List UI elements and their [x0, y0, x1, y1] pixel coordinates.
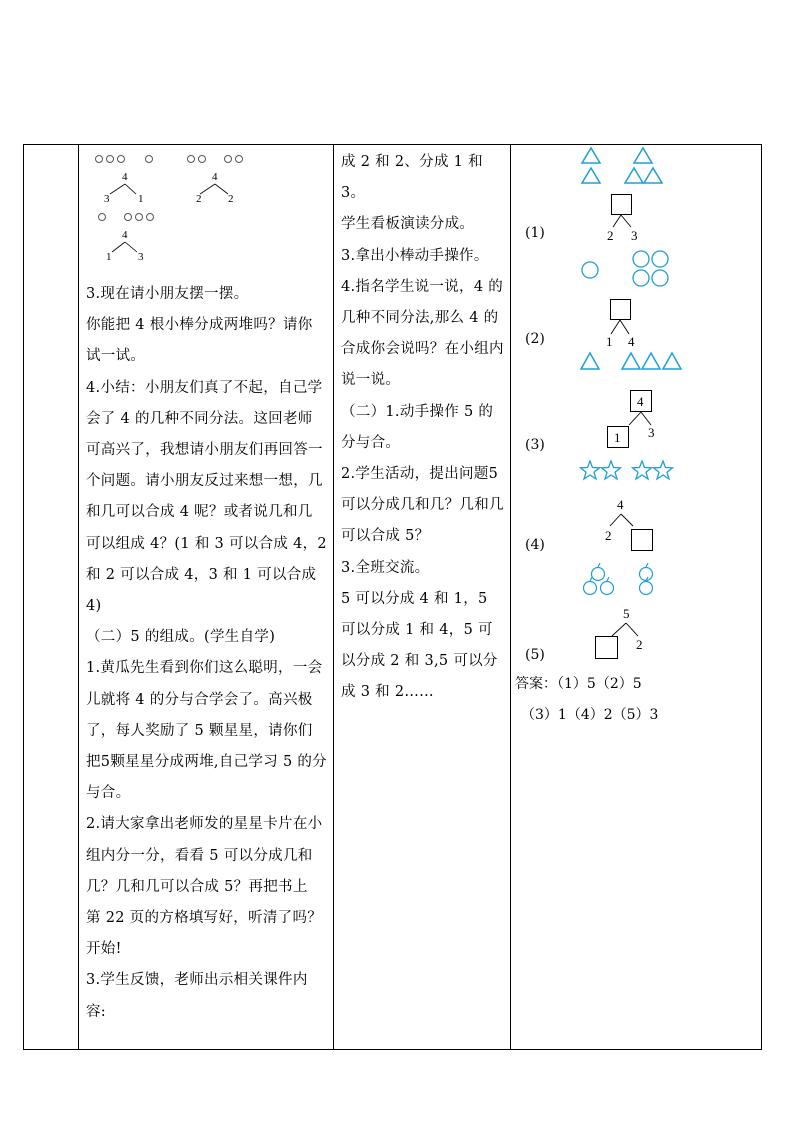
group3-right: 3 — [138, 251, 144, 263]
paragraph: 4.指名学生说一说，4 的几种不同分法,那么 4 的合成你会说吗？在小组内说一说。 — [341, 278, 504, 389]
paragraph: 5 可以分成 4 和 1，5 可以分成 1 和 4，5 可以分成 2 和 3,5 可以分成 3 和 2…… — [341, 590, 498, 701]
paragraph: 1.黄瓜先生看到你们这么聪明，一会儿就将 4 的分与合学会了。高兴极了，每人奖励了 5 颗星星，请你们把5颗星星分成两堆,自己学习 5 的分与合。 — [86, 660, 327, 802]
paragraph: （二）5 的组成。(学生自学) — [86, 629, 276, 646]
paragraph: 成 2 和 2、分成 1 和 3。 — [341, 154, 483, 202]
paragraph: 2.学生活动，提出问题5可以分成几和几？几和几可以合成 5？ — [341, 466, 504, 545]
part-number: 2 — [605, 528, 612, 543]
answer-box[interactable] — [595, 636, 618, 659]
exercise-label: (1) — [525, 225, 545, 241]
exercise-label: (5) — [525, 647, 545, 663]
part-number: 4 — [628, 334, 635, 349]
exercise-label: (2) — [525, 331, 545, 347]
group1-right: 1 — [138, 193, 144, 205]
exercise-label: (3) — [525, 437, 545, 453]
exercise-label: (4) — [525, 537, 545, 553]
exercise-column — [511, 145, 762, 1049]
part-number: 3 — [648, 425, 655, 440]
group3-left: 1 — [106, 251, 112, 263]
group1-top: 4 — [122, 171, 128, 183]
teacher-activity-column — [79, 145, 333, 1049]
group2-right: 2 — [228, 193, 234, 205]
answer-line: （3）1（4）2（5）3 — [521, 707, 659, 723]
paragraph: 学生看板演读分成。 — [341, 216, 475, 233]
paragraph: （二）1.动手操作 5 的分与合。 — [341, 403, 494, 451]
paragraph: 你能把 4 根小棒分成两堆吗？请你试一试。 — [86, 317, 313, 365]
paragraph: 2.请大家拿出老师发的星星卡片在小组内分一分，看看 5 可以分成几和几？几和几可以合成 5？再把书上 — [86, 816, 323, 895]
group1-left: 3 — [104, 193, 110, 205]
part-number: 1 — [614, 430, 621, 445]
paragraph: 3.现在请小朋友摆一摆。 — [86, 286, 249, 302]
lesson-table — [23, 144, 762, 1050]
part-number: 5 — [623, 606, 630, 621]
part-number: 4 — [637, 394, 644, 409]
answer-line: 答案：（1）5（2）5 — [515, 676, 642, 692]
split-4-figure — [86, 147, 327, 279]
part-number: 4 — [617, 497, 624, 512]
group2-left: 2 — [196, 193, 202, 205]
paragraph: 3.学生反馈，老师出示相关课件内容: — [86, 972, 308, 1020]
part-number: 1 — [606, 334, 613, 349]
student-activity-column — [334, 145, 510, 1049]
paragraph: 4.小结：小朋友们真了不起，自己学会了 4 的几种不同分法。这回老师可高兴了，我想请小朋友们再回答一个问题。请小朋友反过来想一想，几和几可以合成 4 呢？或者说几和几可以组成 4？(1 和 3 可以合成 4，2 和 2 可以合成 4，3 和 1 可以合成 4) — [86, 379, 327, 615]
paragraph: 3.全班交流。 — [341, 559, 430, 576]
split-lines — [511, 145, 761, 645]
paragraph: 第 22 页的方格填写好，听清了吗？开始! — [86, 910, 323, 958]
group3-top: 4 — [122, 229, 128, 241]
part-number: 3 — [631, 228, 638, 243]
split-lines — [86, 147, 186, 267]
part-number: 2 — [636, 637, 643, 652]
paragraph: 3.拿出小棒动手操作。 — [341, 247, 489, 264]
group2-top: 4 — [212, 171, 218, 183]
part-number: 2 — [607, 228, 614, 243]
